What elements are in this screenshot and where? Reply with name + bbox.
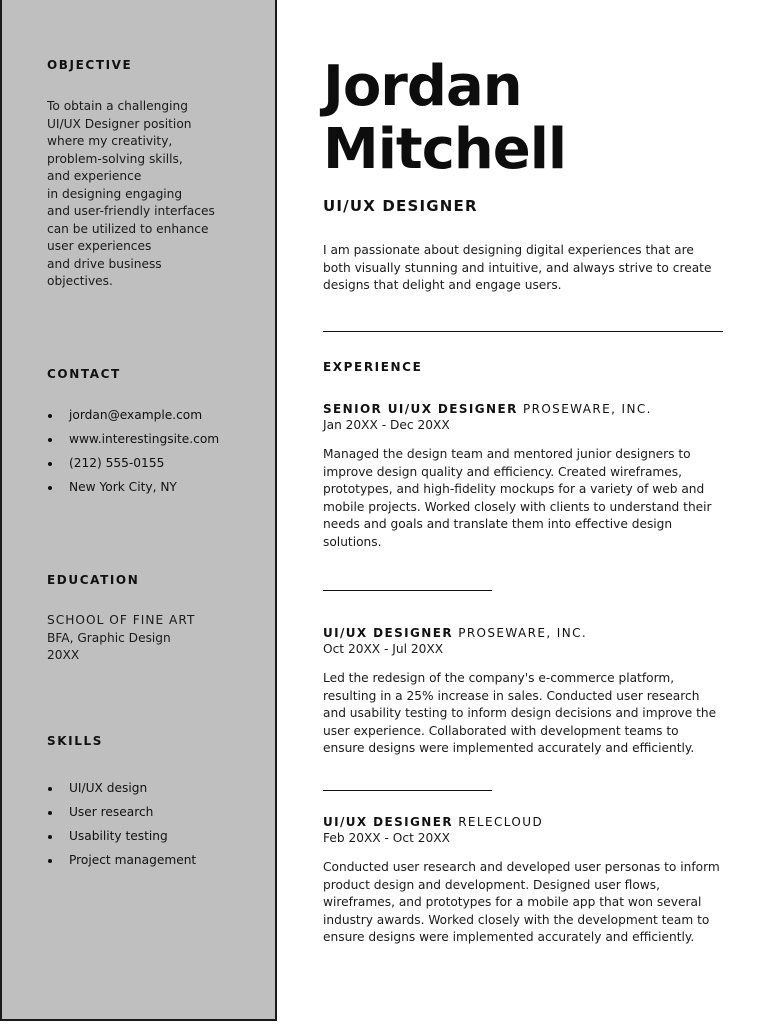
contact-list [47, 407, 247, 503]
job-entry [323, 625, 723, 758]
skills-list [47, 780, 247, 876]
last-name: Mitchell [323, 117, 567, 182]
job-entry [323, 401, 723, 552]
job-heading [323, 401, 723, 417]
role-title: UI/UX DESIGNER [323, 197, 478, 215]
job-divider [323, 790, 492, 791]
objective-line: objectives. [47, 274, 113, 288]
skill-item: User research [47, 804, 247, 828]
job-heading [323, 814, 723, 830]
objective-section [47, 58, 247, 291]
sidebar [0, 0, 277, 1021]
contact-website[interactable]: www.interestingsite.com [47, 431, 247, 455]
job-description: Conducted user research and developed user personas to inform product design and development. Designed user flows, wireframes, and prototypes for a mobile app that won several industry awards. Worked closely with the development team to ensure designs were implemented accurately and efficiently. [323, 860, 720, 945]
job-dates: Jan 20XX - Dec 20XX [323, 418, 450, 432]
job-heading [323, 625, 723, 641]
job-company: RELECLOUD [458, 815, 544, 829]
education-section [47, 573, 247, 665]
job-title: SENIOR UI/UX DESIGNER [323, 402, 518, 416]
experience-heading: EXPERIENCE [323, 360, 423, 374]
objective-text [47, 98, 247, 291]
objective-line: To obtain a challenging [47, 99, 188, 113]
contact-heading: CONTACT [47, 367, 121, 381]
objective-line: and drive business [47, 256, 162, 271]
contact-location: New York City, NY [47, 479, 247, 503]
education-year: 20XX [47, 648, 80, 662]
objective-line: user experiences [47, 239, 152, 253]
skills-heading: SKILLS [47, 734, 103, 748]
objective-heading: OBJECTIVE [47, 58, 133, 72]
skill-item: UI/UX design [47, 780, 247, 804]
job-company: PROSEWARE, INC. [522, 402, 652, 416]
skill-item: Project management [47, 852, 247, 876]
contact-section [47, 367, 247, 503]
job-title: UI/UX DESIGNER [323, 815, 453, 829]
skills-section [47, 734, 247, 876]
job-description: Managed the design team and mentored junior designers to improve design quality and efficiency. Created wireframes, prototypes, and high-fidelity mockups for a variety of web and mobile projects. Worked closely with clients to understand their needs and goals and translate them into effective design solutions. [323, 447, 712, 549]
job-divider [323, 590, 492, 591]
education-heading: EDUCATION [47, 573, 140, 587]
objective-line: and user-friendly interfaces [47, 204, 215, 218]
job-dates: Feb 20XX - Oct 20XX [323, 831, 450, 845]
job-description: Led the redesign of the company's e-commerce platform, resulting in a 25% increase in sales. Conducted user research and usability testing to inform design decisions and improve the user experience. Collaborated with development teams to ensure designs were implemented accurately and efficiently. [323, 671, 717, 756]
objective-line: can be utilized to enhance [47, 221, 209, 236]
objective-line: in designing engaging [47, 186, 183, 201]
education-degree: BFA, Graphic Design [47, 630, 171, 645]
section-divider [323, 331, 723, 332]
summary-text: I am passionate about designing digital experiences that are both visually stunning and intuitive, and always strive to create designs that delight and engage users. [323, 243, 712, 292]
job-entry [323, 814, 723, 947]
first-name: Jordan [323, 54, 522, 119]
education-school: SCHOOL OF FINE ART [47, 613, 196, 627]
contact-phone: (212) 555-0155 [47, 455, 247, 479]
objective-line: and experience [47, 169, 142, 183]
job-title: UI/UX DESIGNER [323, 626, 453, 640]
job-dates: Oct 20XX - Jul 20XX [323, 642, 444, 656]
education-details [47, 612, 247, 665]
objective-line: UI/UX Designer position [47, 116, 192, 131]
objective-line: problem-solving skills, [47, 151, 183, 166]
candidate-name [323, 55, 566, 181]
job-company: PROSEWARE, INC. [458, 626, 588, 640]
objective-line: where my creativity, [47, 134, 173, 148]
contact-email[interactable]: jordan@example.com [47, 407, 247, 431]
skill-item: Usability testing [47, 828, 247, 852]
